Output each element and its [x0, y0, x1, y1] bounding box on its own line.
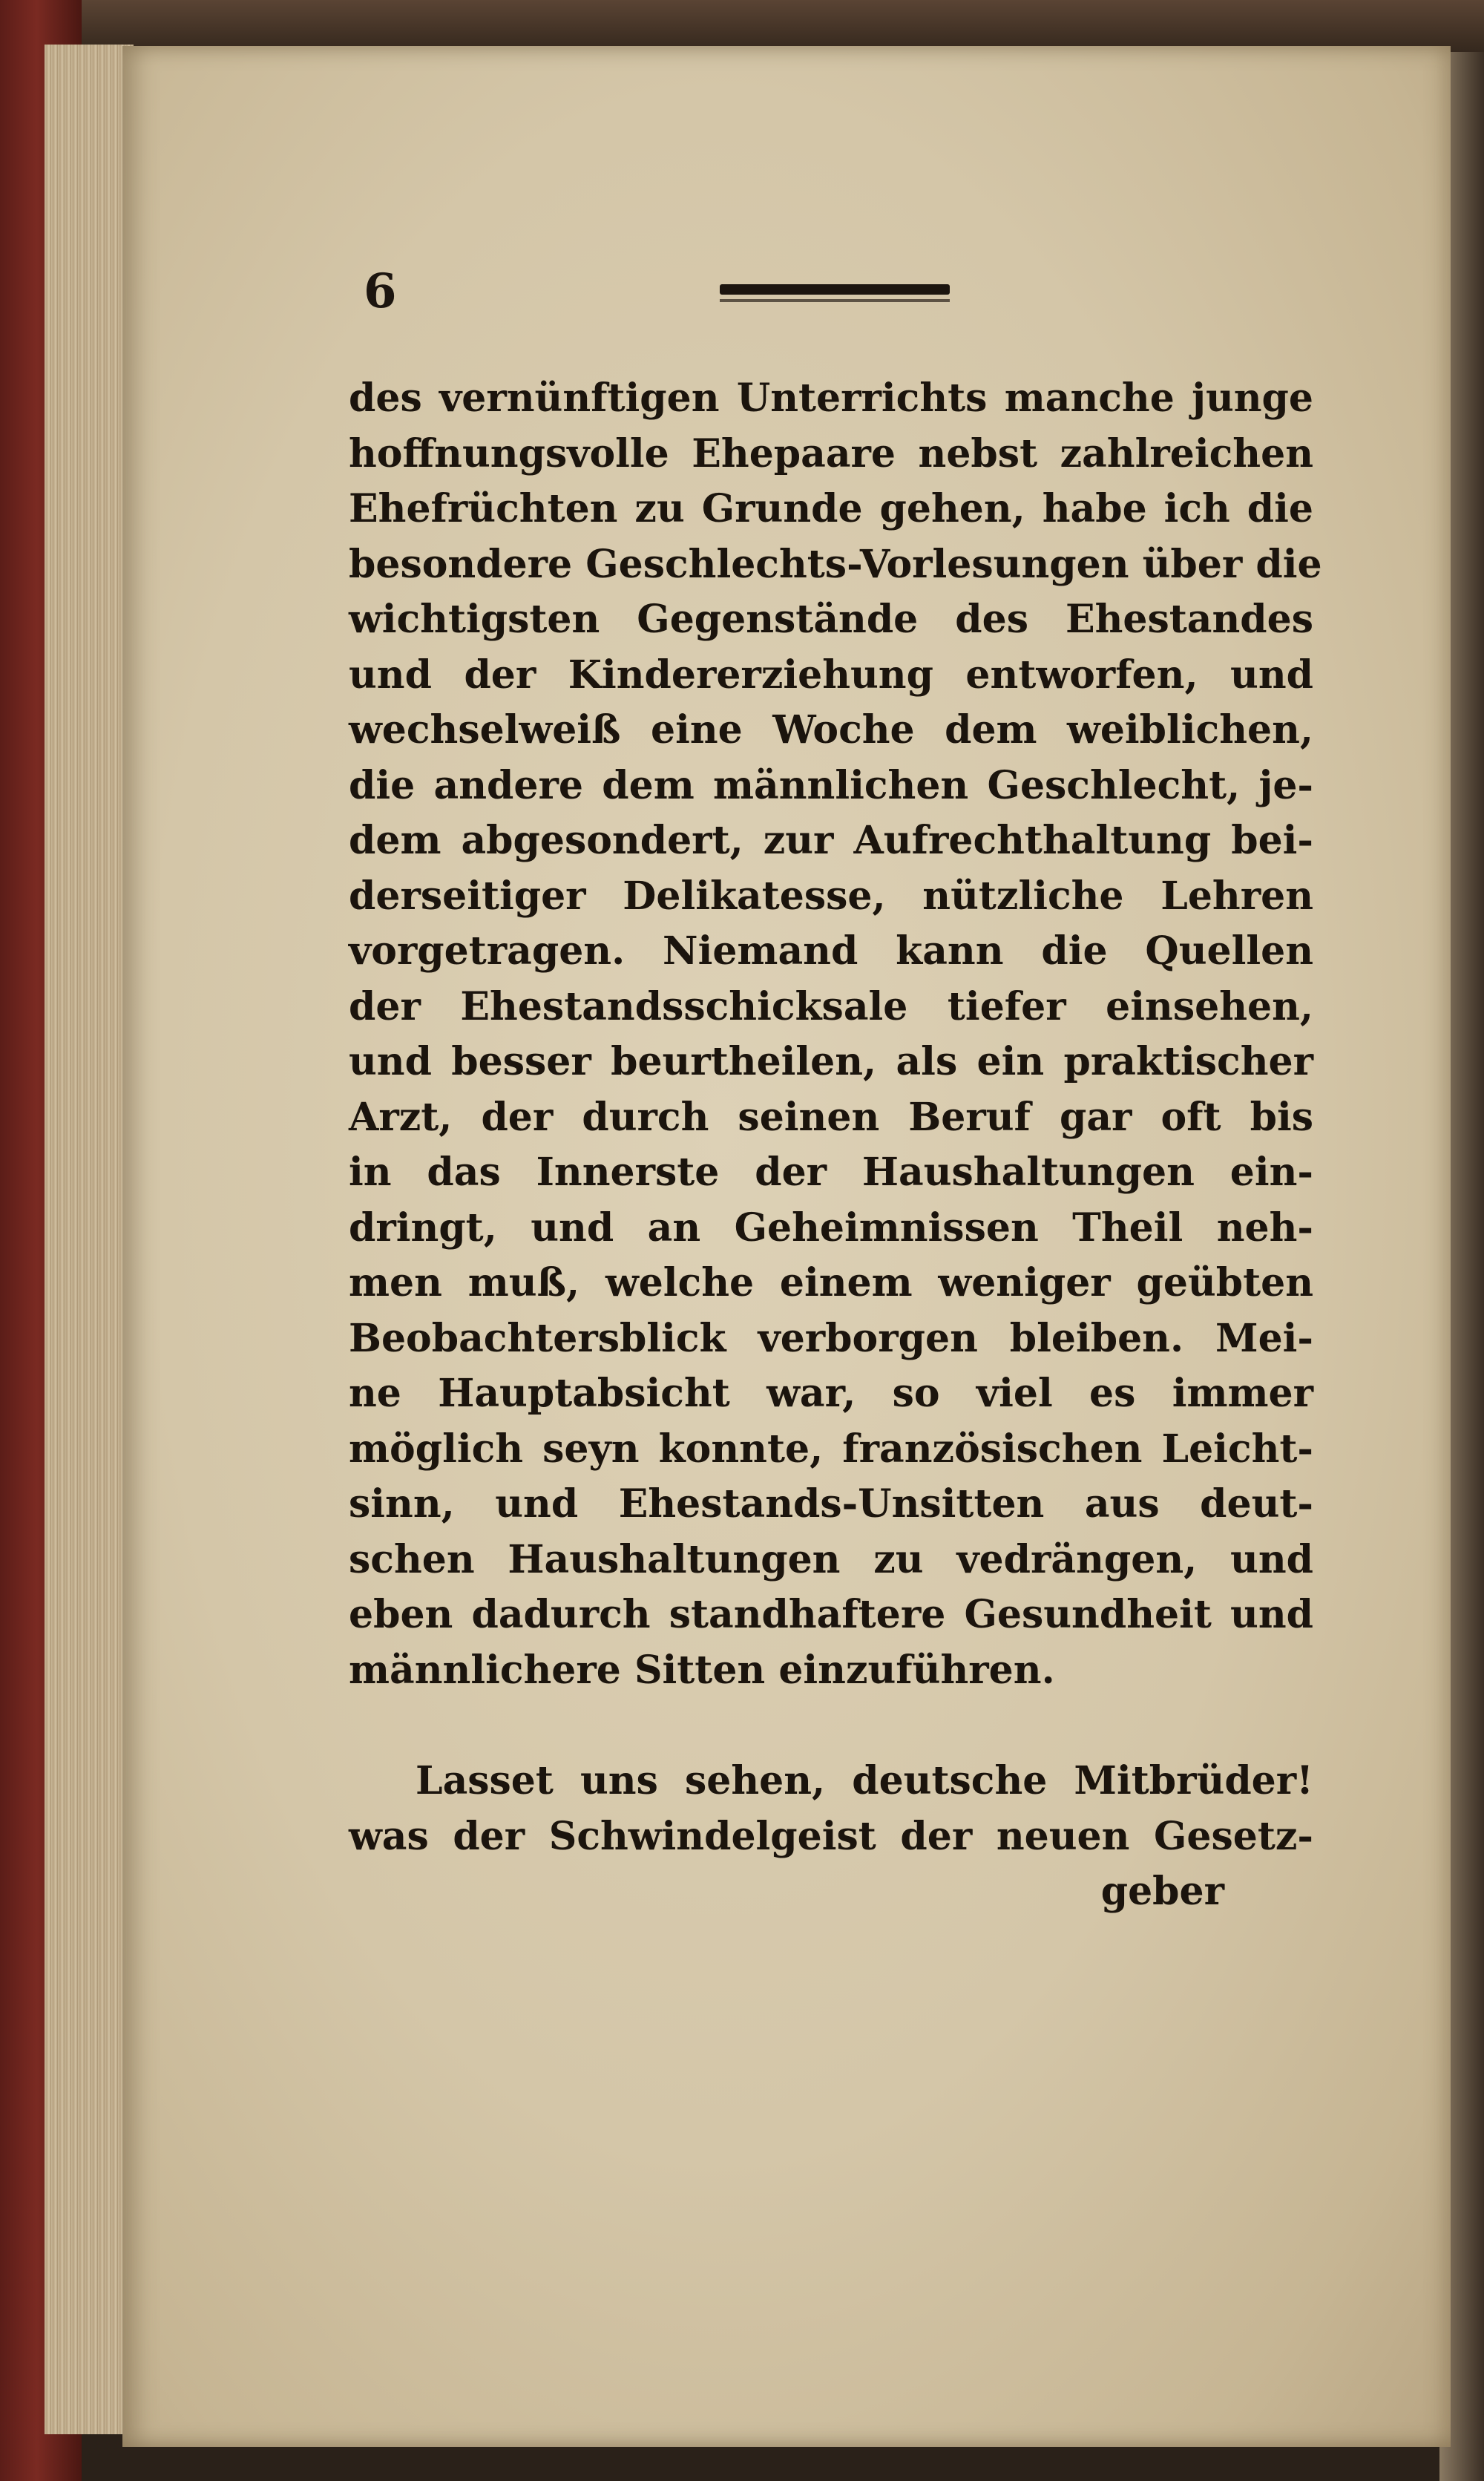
catchword-line [349, 1864, 1313, 1920]
text-line: wechselweiß eine Woche dem weiblichen, [349, 707, 1313, 753]
text-line: men muß, welche einem weniger geübten [349, 1260, 1313, 1305]
text-line: dem abgesondert, zur Aufrechthaltung bei- [349, 818, 1313, 863]
page-stack-edges [45, 45, 134, 2434]
text-line: vorgetragen. Niemand kann die Quellen [349, 928, 1313, 974]
text-line: sinn, und Ehestands-Unsitten aus deut- [349, 1481, 1313, 1527]
text-line: Beobachtersblick verborgen bleiben. Mei- [349, 1315, 1313, 1361]
paragraph-2 [349, 1754, 1313, 1864]
catchword: geber [1100, 1869, 1224, 1914]
text-line: ne Hauptabsicht war, so viel es immer [349, 1371, 1313, 1416]
text-line: besondere Geschlechts-Vorlesungen über die [349, 541, 1322, 587]
text-line: und besser beurtheilen, als ein praktischer [349, 1039, 1313, 1084]
text-line: in das Innerste der Haushaltungen ein- [349, 1150, 1313, 1195]
text-line: Lasset uns sehen, deutsche Mitbrüder! [416, 1758, 1313, 1803]
text-line: wichtigsten Gegenstände des Ehestandes [349, 597, 1313, 642]
text-line: dringt, und an Geheimnissen Theil neh- [349, 1205, 1313, 1251]
text-line: was der Schwindelgeist der neuen Gesetz- [349, 1813, 1313, 1859]
header-ornament-rule [720, 284, 950, 295]
text-line: männlichere Sitten einzuführen. [349, 1647, 1055, 1693]
text-line: und der Kindererziehung entworfen, und [349, 652, 1313, 698]
text-line: die andere dem männlichen Geschlecht, je- [349, 762, 1313, 808]
text-line: derseitiger Delikatesse, nützliche Lehren [349, 873, 1313, 919]
paragraph-gap [349, 1698, 1313, 1754]
text-line: hoffnungsvolle Ehepaare nebst zahlreichen [349, 430, 1313, 476]
text-line: Arzt, der durch seinen Beruf gar oft bis [349, 1094, 1313, 1140]
body-text [349, 371, 1322, 1920]
paragraph-1 [349, 371, 1322, 1698]
page-header [364, 263, 987, 319]
header-ornament-rule-thin [720, 299, 950, 302]
page-number: 6 [364, 263, 397, 319]
text-line: möglich seyn konnte, französischen Leicht- [349, 1426, 1313, 1472]
text-line: der Ehestandsschicksale tiefer einsehen, [349, 983, 1313, 1029]
text-line: des vernünftigen Unterrichts manche junge [349, 376, 1313, 421]
text-line: eben dadurch standhaftere Gesundheit und [349, 1592, 1313, 1637]
text-line: Ehefrüchten zu Grunde gehen, habe ich die [349, 486, 1313, 531]
text-line: schen Haushaltungen zu vedrängen, und [349, 1536, 1313, 1582]
